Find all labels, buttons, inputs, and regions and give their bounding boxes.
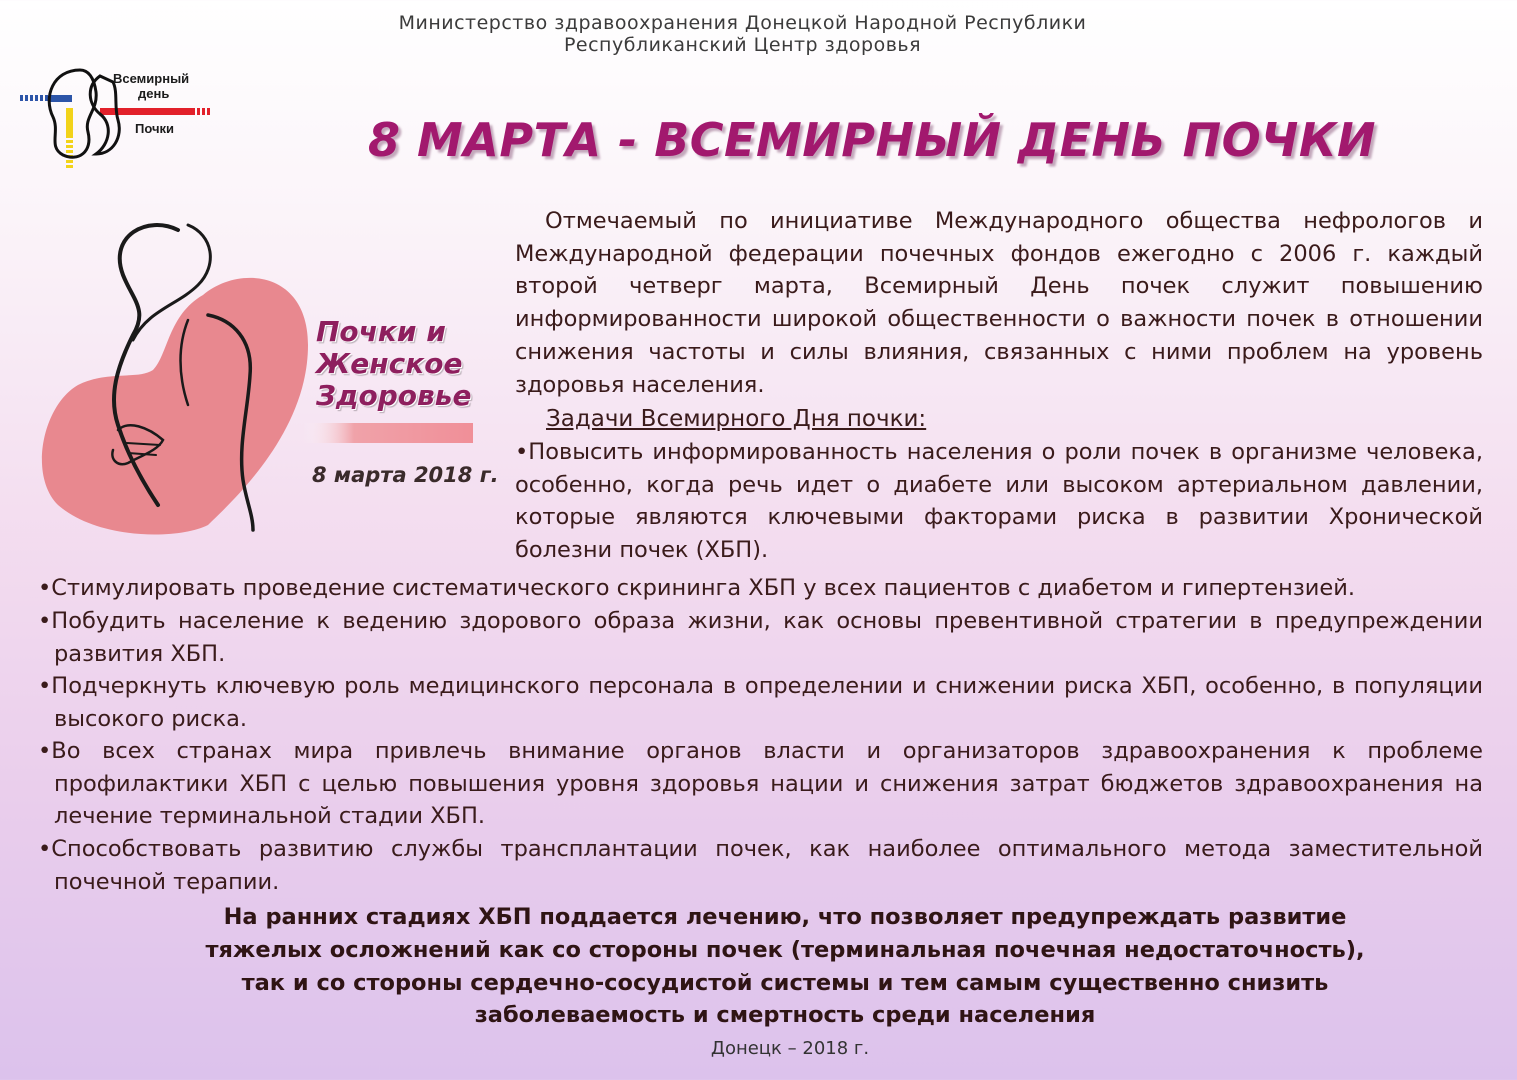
task-item-1: •Повысить информированность населения о роли почек в организме человека, особенно, когда речь идет о диабете или высоком артериальном давлении, которые являются ключевыми факторами риска в развитии Хронической болезни почек (ХБП). [515, 439, 1483, 564]
illustration-title-line3: Здоровье [316, 379, 472, 412]
closing-statement [140, 901, 1430, 1032]
task-item-3: •Побудить население к ведению здорового образа жизни, как основы превентивной стратегии в предупреждении развития ХБП. [38, 608, 1483, 667]
closing-line-1: На ранних стадиях ХБП поддается лечению, что позволяет предупреждать развитие [223, 904, 1347, 930]
logo-text-world: Всемирный [113, 71, 190, 86]
task-item-5: •Во всех странах мира привлечь внимание органов власти и организаторов здравоохранения к проблеме профилактики ХБП с целью повышения уровня здоровья нации и снижения затрат бюджетов здравоохранения на лечение терминальной стадии ХБП. [38, 738, 1483, 830]
closing-line-2: тяжелых осложнений как со стороны почек (терминальная почечная недостаточность), [205, 936, 1365, 963]
world-kidney-day-logo [18, 62, 218, 177]
closing-line-4: заболеваемость и смертность среди населения [474, 1002, 1096, 1029]
intro-paragraph: Отмечаемый по инициативе Международного общества нефрологов и Международной федерации почечных фондов ежегодно с 2006 г. каждый второй четверг марта, Всемирный День почек служит повышению информированности широкой общественности о важности почек в отношении снижения частоты и силы влияния, связанных с ними проблем на уровень здоровья населения. [515, 208, 1483, 398]
ministry-name: Министерство здравоохранения Донецкой Народной Республики [398, 12, 1087, 34]
illustration-title-line1: Почки и [316, 315, 446, 348]
illustration-title-line2: Женское [316, 347, 463, 380]
center-name: Республиканский Центр здоровья [563, 34, 922, 56]
page-title: 8 МАРТА - ВСЕМИРНЫЙ ДЕНЬ ПОЧКИ [368, 113, 1376, 167]
logo-text-kidney: Почки [135, 121, 175, 136]
task-item-6: •Способствовать развитию службы трансплантации почек, как наиболее оптимального метода заместительной почечной терапии. [38, 836, 1483, 895]
task-item-2: •Стимулировать проведение систематического скрининга ХБП у всех пациентов с диабетом и гипертензией. [38, 575, 1356, 601]
organization-header [0, 12, 1485, 56]
illustration-date: 8 марта 2018 г. [312, 463, 499, 487]
illustration-title [316, 316, 471, 412]
closing-line-3: так и со стороны сердечно-сосудистой системы и тем самым существенно снизить [241, 969, 1329, 996]
tasks-heading: Задачи Всемирного Дня почки: [546, 406, 927, 432]
task-item-4: •Подчеркнуть ключевую роль медицинского персонала в определении и снижении риска ХБП, особенно, в популяции высокого риска. [38, 673, 1483, 732]
logo-text-day: день [138, 86, 170, 101]
footer-location-year: Донецк – 2018 г. [710, 1038, 870, 1059]
